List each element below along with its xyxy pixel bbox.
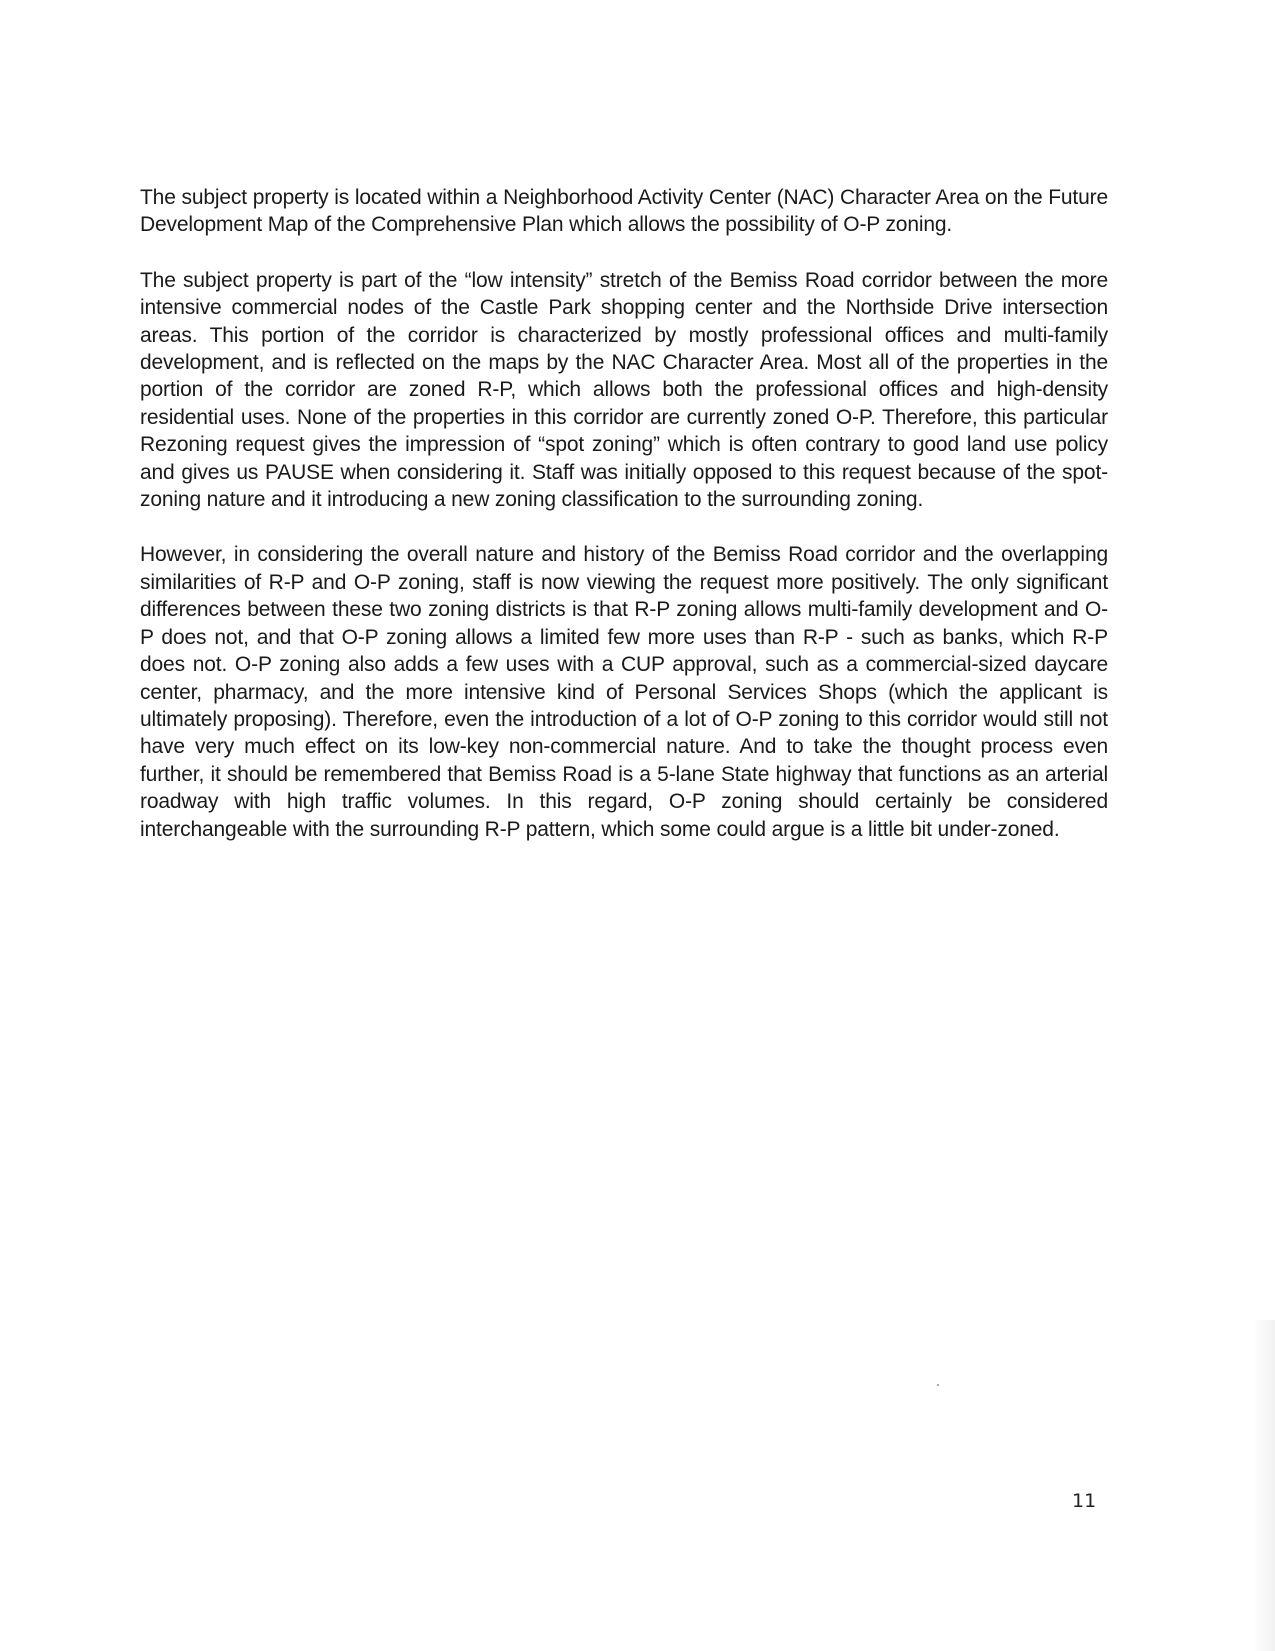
document-body <box>140 184 1108 871</box>
paragraph-bemiss-road-corridor: The subject property is part of the “low intensity” stretch of the Bemiss Road corridor between the more intensive commercial nodes of the Castle Park shopping center and the Northside Drive intersection areas. This portion of the corridor is characterized by mostly professional offices and multi-family development, and is reflected on the maps by the NAC Character Area. Most all of the properties in the portion of the corridor are zoned R-P, which allows both the professional offices and high-density residential uses. None of the properties in this corridor are currently zoned O-P. Therefore, this particular Rezoning request gives the impression of “spot zoning” which is often contrary to good land use policy and gives us PAUSE when considering it. Staff was initially opposed to this request because of the spot-zoning nature and it introducing a new zoning classification to the surrounding zoning. <box>140 268 1108 512</box>
paragraph-future-development-map: The subject property is located within a Neighborhood Activity Center (NAC) Character Area on the Future Development Map of the Comprehensive Plan which allows the possibility of O-P zoning. <box>140 186 1108 237</box>
scan-speck <box>937 1384 939 1386</box>
scan-edge-shadow <box>1253 1320 1275 1651</box>
paragraph-staff-reconsideration: However, in considering the overall nature and history of the Bemiss Road corridor and the overlapping similarities of R-P and O-P zoning, staff is now viewing the request more positively. The only significant differences between these two zoning districts is that R-P zoning allows multi-family development and O-P does not, and that O-P zoning allows a limited few more uses than R-P - such as banks, which R-P does not. O-P zoning also adds a few uses with a CUP approval, such as a commercial-sized daycare center, pharmacy, and the more intensive kind of Personal Services Shops (which the applicant is ultimately proposing). Therefore, even the introduction of a lot of O-P zoning to this corridor would still not have very much effect on its low-key non-commercial nature. And to take the thought process even further, it should be remembered that Bemiss Road is a 5-lane State highway that functions as an arterial roadway with high traffic volumes. In this regard, O-P zoning should certainly be considered interchangeable with the surrounding R-P pattern, which some could argue is a little bit under-zoned. <box>140 543 1108 841</box>
page-number: 11 <box>1072 1490 1097 1512</box>
